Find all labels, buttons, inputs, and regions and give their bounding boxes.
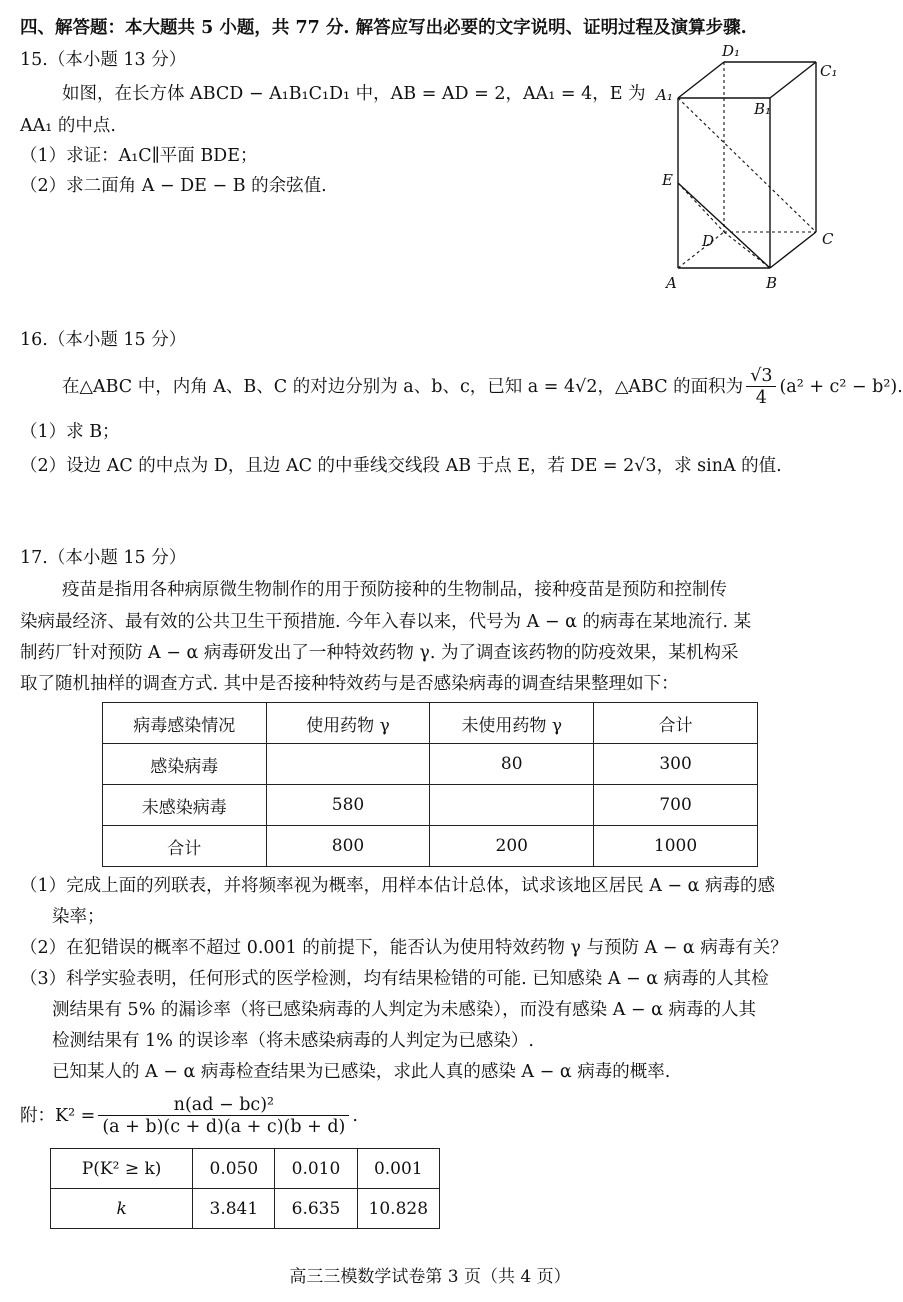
q16-fraction <box>746 366 776 409</box>
q17-part1-line2: 染率； <box>52 907 105 927</box>
edge-ad-hidden <box>678 232 724 268</box>
q15-part2: （2）求二面角 A − DE − B 的余弦值. <box>20 176 327 196</box>
q17-part3-line2: 测结果有 5% 的漏诊率（将已感染病毒的人判定为未感染），而没有感染 A − α 病毒的人其 <box>52 1000 757 1020</box>
q17-para-line2: 染病最经济、最有效的公共卫生干预措施. 今年入春以来，代号为 A − α 的病毒在某地流行. 某 <box>20 612 752 632</box>
q17-part1-line1: （1）完成上面的列联表，并将频率视为概率，用样本估计总体，试求该地区居民 A − α 病毒的感 <box>20 876 776 896</box>
q15-part1: （1）求证：A₁C∥平面 BDE； <box>20 146 258 166</box>
q17-part2: （2）在犯错误的概率不超过 0.001 的前提下，能否认为使用特效药物 γ 与预防 A − α 病毒有关？ <box>20 938 788 958</box>
table-cell: 300 <box>594 744 758 785</box>
q16-part2: （2）设边 AC 的中点为 D，且边 AC 的中垂线交线段 AB 于点 E，若 DE = 2√3，求 sinA 的值. <box>20 456 782 476</box>
table-cell: 1000 <box>594 826 758 867</box>
label-c: C <box>822 230 834 248</box>
edge-b1c1 <box>770 62 816 98</box>
table-cell: 800 <box>266 826 430 867</box>
formula-numerator: n(ad − bc)² <box>98 1095 349 1116</box>
label-d1: D₁ <box>722 42 741 60</box>
contingency-table <box>102 702 758 867</box>
table-cell: 6.635 <box>275 1189 357 1229</box>
q16-stem <box>62 364 903 410</box>
table-cell: 合计 <box>103 826 267 867</box>
diag-a1c-hidden <box>678 98 816 232</box>
table-cell: P(K² ≥ k) <box>51 1149 193 1189</box>
formula-line <box>20 1092 358 1140</box>
q17-para-line4: 取了随机抽样的调查方式. 其中是否接种特效药与是否感染病毒的调查结果整理如下： <box>20 674 679 694</box>
q17-part3-line4: 已知某人的 A − α 病毒检查结果为已感染，求此人真的感染 A − α 病毒的概率. <box>52 1062 671 1082</box>
label-e: E <box>662 171 673 189</box>
table-cell: 10.828 <box>357 1189 439 1229</box>
table-cell: 200 <box>430 826 594 867</box>
table-row <box>103 744 758 785</box>
q16-frac-num: √3 <box>746 366 776 387</box>
section-header: 四、解答题：本大题共 5 小题，共 77 分. 解答应写出必要的文字说明、证明过程及演算步骤. <box>20 18 747 38</box>
table-header-cell: 病毒感染情况 <box>103 703 267 744</box>
q16-title: 16.（本小题 15 分） <box>20 330 187 350</box>
table-cell: k <box>51 1189 193 1229</box>
table-cell: 0.001 <box>357 1149 439 1189</box>
edge-bc <box>770 232 816 268</box>
table-row <box>51 1149 440 1189</box>
table-cell: 80 <box>430 744 594 785</box>
q17-title: 17.（本小题 15 分） <box>20 548 187 568</box>
q17-para-line3: 制药厂针对预防 A − α 病毒研发出了一种特效药物 γ. 为了调查该药物的防疫效果，某机构采 <box>20 643 739 663</box>
cuboid-figure <box>656 42 846 292</box>
formula-denominator: (a + b)(c + d)(a + c)(b + d) <box>102 1117 346 1137</box>
table-cell: 感染病毒 <box>103 744 267 785</box>
q16-frac-den: 4 <box>755 388 767 408</box>
table-cell: 未感染病毒 <box>103 785 267 826</box>
formula-fraction <box>98 1095 349 1138</box>
table-cell-empty <box>266 744 430 785</box>
q17-para-line1: 疫苗是指用各种病原微生物制作的用于预防接种的生物制品，接种疫苗是预防和控制传 <box>62 580 727 600</box>
label-a1: A₁ <box>656 86 673 104</box>
table-cell-empty <box>430 785 594 826</box>
table-row <box>103 826 758 867</box>
segment-ed-hidden <box>678 183 724 232</box>
q17-part3-line1: （3）科学实验表明，任何形式的医学检测，均有结果检错的可能. 已知感染 A − α 病毒的人其检 <box>20 969 769 989</box>
q17-part3-line3: 检测结果有 1% 的误诊率（将未感染病毒的人判定为已感染）. <box>52 1031 534 1051</box>
label-d: D <box>702 232 715 250</box>
critical-value-table <box>50 1148 440 1229</box>
table-header-cell: 未使用药物 γ <box>430 703 594 744</box>
label-c1: C₁ <box>820 62 838 80</box>
table-cell: 580 <box>266 785 430 826</box>
formula-end: . <box>352 1106 358 1126</box>
table-cell: 0.010 <box>275 1149 357 1189</box>
table-cell: 3.841 <box>193 1189 275 1229</box>
q16-stem-post: (a² + c² − b²). <box>779 377 903 397</box>
q15-stem-line2: AA₁ 的中点. <box>20 116 116 136</box>
table-cell: 700 <box>594 785 758 826</box>
table-header-cell: 使用药物 γ <box>266 703 430 744</box>
table-header-cell: 合计 <box>594 703 758 744</box>
label-b: B <box>766 274 778 292</box>
q16-part1: （1）求 B； <box>20 422 120 442</box>
q15-stem-line1: 如图，在长方体 ABCD − A₁B₁C₁D₁ 中，AB = AD = 2，AA₁ = 4，E 为 <box>62 84 646 104</box>
segment-db-hidden <box>724 232 770 268</box>
formula-prefix: 附：K² = <box>20 1106 96 1126</box>
page-footer: 高三三模数学试卷第 3 页（共 4 页） <box>289 1267 571 1287</box>
q15-title: 15.（本小题 13 分） <box>20 50 187 70</box>
table-header-row <box>103 703 758 744</box>
q16-stem-pre: 在△ABC 中，内角 A、B、C 的对边分别为 a、b、c，已知 a = 4√2，△ABC 的面积为 <box>62 377 744 397</box>
table-row <box>51 1189 440 1229</box>
label-a: A <box>666 274 677 292</box>
table-cell: 0.050 <box>193 1149 275 1189</box>
edge-a1d1 <box>678 62 724 98</box>
table-row <box>103 785 758 826</box>
label-b1: B₁ <box>754 100 772 118</box>
